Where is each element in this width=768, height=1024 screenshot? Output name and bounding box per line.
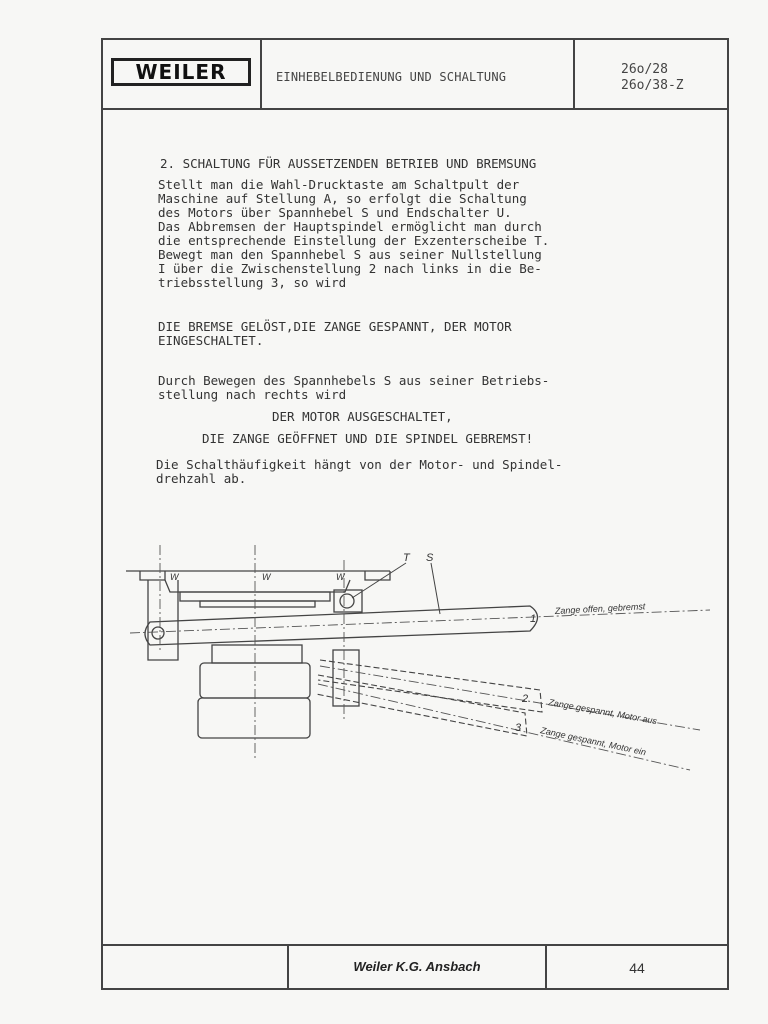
paragraph-line: triebsstellung 3, so wird bbox=[158, 275, 347, 290]
model-number-1: 26o/28 bbox=[621, 62, 668, 77]
caps-statement-2a: DER MOTOR AUSGESCHALTET, bbox=[272, 409, 453, 424]
paragraph-line: Die Schalthäufigkeit hängt von der Motor- und Spindel- bbox=[156, 457, 563, 472]
position-3-label: Zange gespannt, Motor ein bbox=[539, 725, 647, 758]
caps-statement-2b: DIE ZANGE GEÖFFNET UND DIE SPINDEL GEBREMST! bbox=[202, 431, 534, 446]
label-w-2: W bbox=[262, 572, 271, 582]
paragraph-line: des Motors über Spannhebel S und Endschalter U. bbox=[158, 205, 512, 220]
paragraph-line: Stellt man die Wahl-Drucktaste am Schaltpult der bbox=[158, 177, 520, 192]
position-2-label: Zange gespannt, Motor aus bbox=[547, 697, 658, 727]
label-w-1: W bbox=[170, 572, 179, 582]
caps-line: DIE BREMSE GELÖST,DIE ZANGE GESPANNT, DER MOTOR bbox=[158, 319, 512, 334]
paragraph-line: Durch Bewegen des Spannhebels S aus seiner Betriebs- bbox=[158, 373, 550, 388]
weiler-logo: WEILER bbox=[111, 58, 251, 86]
position-1-label: Zange offen, gebremst bbox=[554, 601, 646, 616]
paragraph-line: I über die Zwischenstellung 2 nach links in die Be- bbox=[158, 261, 542, 276]
paragraph-line: drehzahl ab. bbox=[156, 471, 247, 486]
label-w-3: W bbox=[336, 572, 345, 582]
section-heading: 2. SCHALTUNG FÜR AUSSETZENDEN BETRIEB UND BREMSUNG bbox=[160, 156, 537, 171]
page-number: 44 bbox=[629, 960, 645, 976]
paragraph-line: Bewegt man den Spannhebel S aus seiner Nullstellung bbox=[158, 247, 542, 262]
paragraph-line: die entsprechende Einstellung der Exzenterscheibe T. bbox=[158, 233, 550, 248]
label-s: S bbox=[426, 552, 434, 564]
position-3-number: 3 bbox=[515, 722, 522, 734]
paragraph-line: stellung nach rechts wird bbox=[158, 387, 347, 402]
label-t: T bbox=[403, 552, 410, 564]
document-title: EINHEBELBEDIENUNG UND SCHALTUNG bbox=[276, 70, 507, 84]
paragraph-line: Maschine auf Stellung A, so erfolgt die Schaltung bbox=[158, 191, 527, 206]
model-number-2: 26o/38-Z bbox=[621, 78, 684, 93]
caps-line: EINGESCHALTET. bbox=[158, 333, 264, 348]
company-name: Weiler K.G. Ansbach bbox=[353, 959, 481, 974]
position-2-number: 2 bbox=[522, 693, 529, 705]
position-1-number: 1 bbox=[530, 613, 537, 625]
paragraph-line: Das Abbremsen der Hauptspindel ermöglicht man durch bbox=[158, 219, 542, 234]
